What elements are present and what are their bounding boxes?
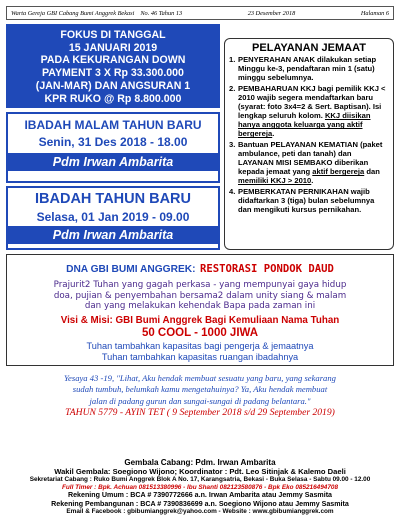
ibadah-malam-title: IBADAH MALAM TAHUN BARU: [24, 118, 202, 132]
tahun-line: TAHUN 5779 - AYIN TET ( 9 September 2018 s/d 29 September 2019): [65, 407, 335, 419]
list-item: 3. Bantuan PELAYANAN KEMATIAN (paket ambulance, peti dan tanah) dan LAYANAN MISI SEMBAKO diberikan kepada jemaat yang aktif bergereja dan memiliki KKJ > 2010.: [229, 140, 383, 186]
bulletin-header: [6, 6, 394, 20]
page-number: Halaman 6: [360, 9, 389, 17]
ibadah-tahun-baru-pastor: Pdm Irwan Ambarita: [8, 226, 218, 244]
dna-value: RESTORASI PONDOK DAUD: [199, 263, 334, 275]
pelayanan-list: [229, 55, 389, 214]
fokus-line: PADA KEKURANGAN DOWN: [40, 54, 186, 67]
fokus-line: KPR RUKO @ Rp 8.800.000: [44, 92, 182, 105]
ibadah-malam-box: [6, 112, 220, 183]
visi-misi: Visi & Misi: GBI Bumi Anggrek Bagi Kemuliaan Nama Tuhan: [60, 314, 340, 326]
list-item: 1. PENYERAHAN ANAK dilakukan setiap Minggu ke-3, pendaftaran min 1 (satu) minggu sebelumnya.: [229, 55, 377, 83]
sekretariat: Sekretariat Cabang : Ruko Bumi Anggrek Blok A No. 17, Karangsatria, Bekasi - Buka Selasa - Sabtu 09.00 - 12.00: [29, 476, 371, 484]
fokus-line: 15 JANUARI 2019: [68, 41, 158, 54]
rekening-pembangunan: Rekening Pembangunan : BCA # 7390836699 a.n. Soegiono Wijono atau Jemmy Sasmita: [51, 499, 349, 508]
list-item: 4. PEMBERKATAN PERNIKAHAN wajib didaftarkan 3 (tiga) bulan sebelumnya dan mengikuti kursus pernikahan.: [229, 187, 375, 215]
pelayanan-jemaat-box: [224, 38, 394, 250]
fokus-line: (JAN-MAR) DAN ANGSURAN 1: [35, 79, 191, 92]
issue-date: 23 Desember 2018: [247, 9, 296, 17]
full-timer: Full Timer : Bpk. Achuan 081513380996 - Ibu Shanti 082123580876 - Bpk Eko 085216494708: [61, 483, 338, 491]
tambahkan-text: Tuhan tambahkan kapasitas bagi pengerja & jemaatnya Tuhan tambahkan kapasitas ruangan ibadahnya: [86, 340, 314, 363]
fokus-line: PAYMENT 3 X Rp 33.300.000: [42, 67, 184, 80]
dna-label: DNA GBI BUMI ANGGREK:: [66, 264, 196, 275]
pelayanan-title: PELAYANAN JEMAAT: [252, 42, 366, 54]
dna-box: [6, 254, 394, 366]
fokus-box: [6, 24, 220, 108]
wakil-gembala: Wakil Gembala: Soegiono Wijono; Koordinator : Pdt. Leo Sitinjak & Kalemo Daeli: [54, 467, 346, 477]
fokus-line: FOKUS DI TANGGAL: [60, 29, 166, 41]
cool-target: 50 COOL - 1000 JIWA: [141, 326, 259, 339]
issue-number: No. 46 Tahun 13: [140, 9, 183, 17]
prajurit-text: Prajurit2 Tuhan yang gagah perkasa - yang mempunyai gaya hidup doa, pujian & penyembahan bersama2 dalam unity siang & malam dan yang melakukan kehendak Bapa pada zaman ini: [53, 280, 347, 312]
ibadah-tahun-baru-box: [6, 186, 220, 250]
ibadah-tahun-baru-time: Selasa, 01 Jan 2019 - 09.00: [36, 210, 190, 224]
ibadah-tahun-baru-title: IBADAH TAHUN BARU: [35, 191, 191, 207]
rekening-umum: Rekening Umum : BCA # 7390772666 a.n. Irwan Ambarita atau Jemmy Sasmita: [67, 491, 333, 500]
gembala-cabang: Gembala Cabang: Pdm. Irwan Ambarita: [124, 458, 276, 467]
list-item: 2. PEMBAHARUAN KKJ bagi pemilik KKJ < 2010 wajib segera mendaftarkan baru (syarat: foto 3x4=2 & Sert. Baptisan). Isi lengkap seluruh kolom. KKJ diisikan hanya anggota keluarga yang aktif bergereja.: [229, 83, 386, 139]
email-website: Email & Facebook : gbibumianggrek@yahoo.com - Website : www.gbibumianggrek.com: [66, 507, 334, 515]
publication-name: Warta Gereja GBI Cabang Bumi Anggrek Bekasi: [11, 9, 135, 17]
church-info: [6, 458, 394, 515]
ibadah-malam-time: Senin, 31 Des 2018 - 18.00: [38, 135, 188, 149]
dna-title: [7, 259, 393, 277]
ibadah-malam-pastor: Pdm Irwan Ambarita: [8, 153, 218, 171]
yesaya-verse: Yesaya 43 -19, "Lihat, Aku hendak membuat sesuatu yang baru, yang sekarang sudah tumbuh, belumkah kamu mengetahuinya? Ya, Aku hendak membuat jalan di padang gurun dan sungai-sungai di padang belantara." TAHUN 5779 - AYIN TET ( 9 September 2018 s/d 29 September 2019): [6, 372, 394, 456]
